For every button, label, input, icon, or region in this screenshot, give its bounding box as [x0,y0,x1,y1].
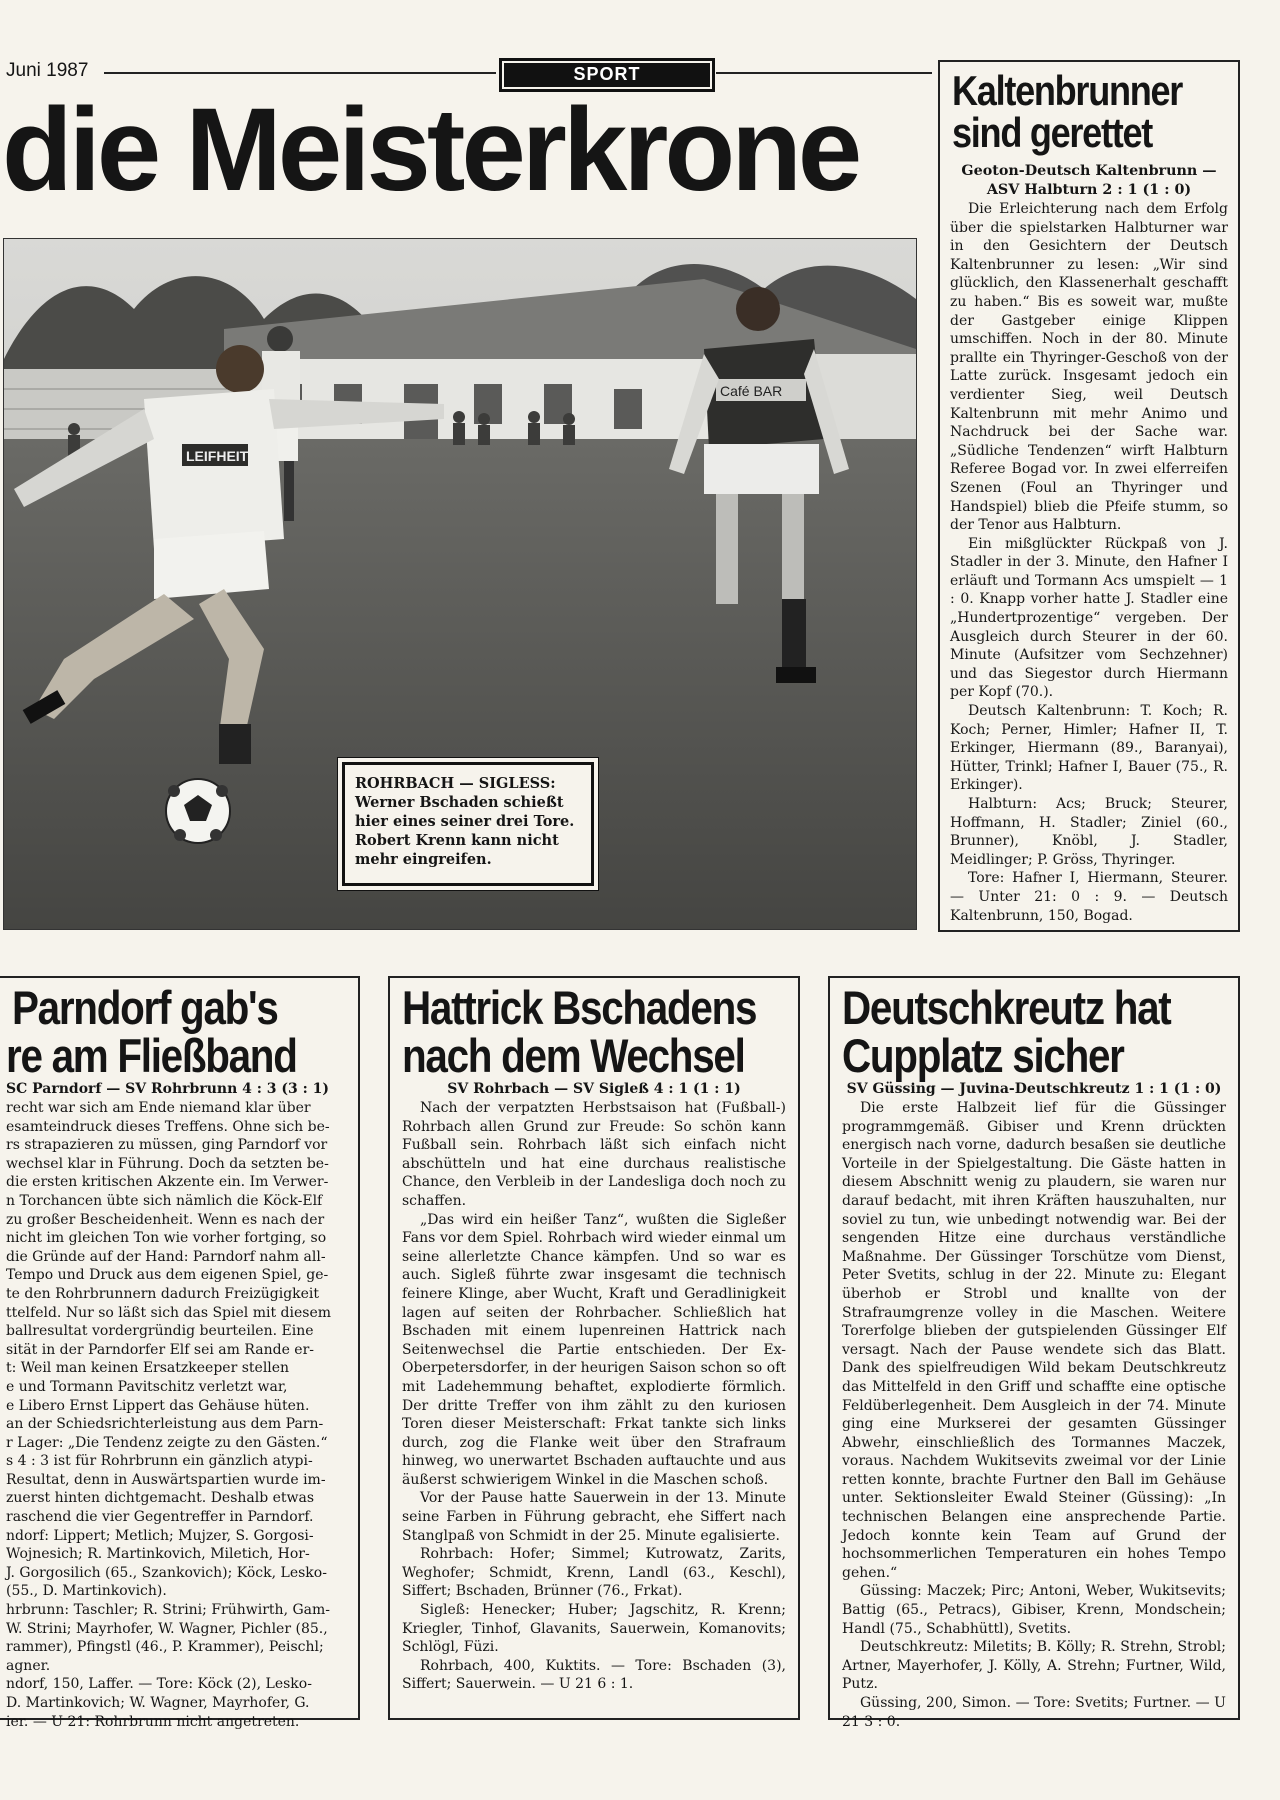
article-rohrbach-body [402,1099,786,1694]
article-parndorf [0,976,360,1730]
text-line: agner. [6,1657,51,1674]
text-line: ndorf, 150, Laffer. — Tore: Köck (2), Lesko- [6,1676,312,1693]
text-line: die Gründe auf der Hand: Parndorf nahm all- [6,1248,326,1265]
dark-shirt-text: Café BAR [720,383,783,399]
text-line: hrbrunn: Taschler; R. Strini; Frühwirth, Gam- [6,1602,331,1619]
text-line: W. Strini; Mayrhofer, W. Wagner, Pichler (85., [6,1620,328,1637]
text-line: nicht im gleichen Ton wie vorher fortging, so [6,1230,327,1247]
article-deutschkreutz-body [842,1099,1226,1731]
text-line: esamteindruck dieses Treffens. Ohne sich be- [6,1118,330,1135]
paragraph: Ein mißglückter Rückpaß von J. Stadler in der 3. Minute, den Hafner I erläuft und Tormann Acs umspielt — 1 : 0. Knapp vorher hatte J. Stadler eine „Hundertprozentige“ vergeben. Der Ausgleich durch Steurer in der 60. Minute (Aufsitzer vom Sechzehner) und das Siegestor durch Hiermann per Kopf (70.). [950,535,1228,701]
lineup: Tore: Hafner I, Hiermann, Steurer. — Unter 21: 0 : 9. — Deutsch Kaltenbrunn, 150, Bogad. [950,870,1228,924]
article-parndorf-title-1: Parndorf gab's [12,981,278,1034]
paragraph: Vor der Pause hatte Sauerwein in der 13. Minute seine Farben in Führung gebracht, ehe Siffert nach Stanglpaß von Schmidt in der 25. Minute egalisierte. [402,1490,786,1544]
lineup: Deutschkreutz: Miletits; B. Kölly; R. Strehn, Strobl; Artner, Mayerhofer, J. Kölly, A. Strehn; Furtner, Wild, Putz. [842,1639,1226,1693]
text-line: ndorf: Lippert; Metlich; Mujzer, S. Gorgosi- [6,1527,314,1544]
lineup: Deutsch Kaltenbrunn: T. Koch; R. Koch; Perner, Himler; Hafner II, T. Erkinger, Hiermann (89., Baranyai), Hütter, Trinkl; Hafner I, Bauer (75., R. Erkinger). [950,703,1228,794]
article-kaltenbrunn-match-2: ASV Halbturn 2 : 1 (1 : 0) [986,182,1192,198]
text-line: raschend die vier Gegentreffer in Parndorf. [6,1509,314,1526]
lineup: Halbturn: Acs; Bruck; Steurer, Hoffmann, H. Stadler; Ziniel (60., Brunner), Knöbl, J. Stadler, Meidlinger; P. Gröss, Thyringer. [950,796,1228,868]
text-line: te den Rohrbrunnern dadurch Freizügigkeit [6,1285,320,1302]
text-line: ier. — U 21: Rohrbrunn nicht angetreten. [6,1713,300,1730]
white-shirt-text: LEIFHEIT [186,448,249,464]
text-line: rammer), Pfingstl (46., P. Krammer), Peischl; [6,1639,324,1656]
text-line: wechsel klar in Führung. Doch da setzten be- [6,1155,329,1172]
article-kaltenbrunn [938,60,1240,932]
lineup: Rohrbach: Hofer; Simmel; Kutrowatz, Zarits, Weghofer; Schmidt, Krenn, Landl (63., Keschl), Siffert; Bschaden, Brünner (76., Frkat). [402,1546,786,1600]
lineup: Güssing, 200, Simon. — Tore: Svetits; Furtner. — U 21 3 : 0. [842,1695,1226,1730]
text-line: r Lager: „Die Tendenz zeigte zu den Gästen.“ [6,1434,328,1451]
article-parndorf-body [6,1099,346,1731]
text-line: D. Martinkovich; W. Wagner, Mayrhofer, G. [6,1695,310,1711]
paragraph: Die erste Halbzeit lief für die Güssinger programmgemäß. Gibiser und Krenn drückten energisch nach vorne, dadurch besaßen sie deutliche Vorteile in der Spielgestaltung. Die Gäste hatten in diesem Abschnitt wenig zu plaudern, sie waren nur darauf bedacht, mit ihren Kräften hauszuhalten, nur soviel zu tun, wie unbedingt notwendig war. Bei der sengenden Hitze eine durchaus verständliche Maßnahme. Der Güssinger Torschütze vom Dienst, Peter Svetits, schlug in der 22. Minute zu: Elegant überhob er Strobl und knallte von der Strafraumgrenze volley in die Maschen. Weitere Torerfolge blieben der gutspielenden Güssinger Elf versagt. Nach der Pause wendete sich das Blatt. Dank des spielfreudigen Wild bekam Deutschkreutz das Mittelfeld in den Griff und schaffte eine optische Feldüberlegenheit. Dem Ausgleich in der 74. Minute ging eine Murkserei der gesamten Güssinger Abwehr, einschließlich des Tormannes Maczek, voraus. Nachdem Wukitsevits zweimal vor der Linie retten konnte, brachte Furtner den Ball im Gehäuse unter. Sektionsleiter Ewald Steiner (Güssing): „In technischen Belangen eine ansprechende Partie. Jedoch konnte kein Team auf Grund der hochsommerlichen Temperaturen ein hohes Tempo gehen.“ [842,1100,1226,1581]
lineup: Sigleß: Henecker; Huber; Jagschitz, R. Krenn; Kriegler, Tinhof, Glavanits, Sauerwein, Komanovits; Schlögl, Füzi. [402,1602,786,1656]
text-line: die ersten kritischen Akzente ein. Im Verwer- [6,1174,329,1191]
text-line: Wojnesich; R. Martinkovich, Miletich, Hor- [6,1546,310,1563]
issue-date: Juni 1987 [6,60,89,81]
article-rohrbach-match: SV Rohrbach — SV Sigleß 4 : 1 (1 : 1) [447,1081,741,1097]
article-kaltenbrunn-title-1: Kaltenbrunner [952,67,1183,114]
article-deutschkreutz-match: SV Güssing — Juvina-Deutschkreutz 1 : 1 (1 : 0) [846,1081,1222,1097]
article-deutschkreutz [828,976,1240,1730]
article-rohrbach-title-2: nach dem Wechsel [402,1029,745,1082]
text-line: J. Gorgosilich (65., Szankovich); Köck, Lesko- [6,1564,327,1581]
lineup: Güssing: Maczek; Pirc; Antoni, Weber, Wukitsevits; Battig (65., Petracs), Gibiser, Krenn, Mondschein; Handl (75., Schabhüttl), Svetits. [842,1583,1226,1637]
text-line: t: Weil man keinen Ersatzkeeper stellen [6,1360,290,1377]
lineup: Rohrbach, 400, Kuktits. — Tore: Bschaden (3), Siffert; Sauerwein. — U 21 6 : 1. [402,1657,786,1693]
article-kaltenbrunn-title-2: sind gerettet [952,109,1152,156]
article-rohrbach-title-1: Hattrick Bschadens [402,981,757,1034]
header-rule-right [716,72,932,74]
section-label: SPORT [499,58,715,92]
paragraph: Die Erleichterung nach dem Erfolg über die spielstarken Halbturner war in den Gesichtern der Deutsch Kaltenbrunner zu lesen: „Wir sind glücklich, den Klassenerhalt geschafft zu haben.“ Bis es soweit war, mußte der Gastgeber einige Klippen umschiffen. Noch in der 80. Minute prallte ein Thyringer-Geschoß von der Latte zurück. Insgesamt jedoch ein verdienter Sieg, weil Deutsch Kaltenbrunn mit mehr Animo und Nachdruck bei der Sache war. „Südliche Tendenzen“ wirft Halbturn Referee Bogad vor. In zwei elferreifen Szenen (Foul an Thyringer und Handspiel) blieb die Pfeife stumm, so der Tenor aus Halbturn. [950,201,1228,534]
article-deutschkreutz-title-2: Cupplatz sicher [842,1029,1124,1082]
photo-caption: ROHRBACH — SIGLESS: Werner Bschaden schießt hier eines seiner drei Tore. Robert Krenn kann nicht mehr eingreifen. [342,762,594,886]
text-line: s 4 : 3 ist für Rohrbrunn ein gänzlich atypi- [6,1453,313,1470]
text-line: Tempo und Druck aus dem eigenen Spiel, ge- [6,1267,329,1284]
article-rohrbach [388,976,800,1720]
article-parndorf-title-2: re am Fließband [6,1029,297,1082]
header-rule-left [104,72,496,74]
text-line: e Libero Ernst Lippert das Gehäuse hüten. [6,1397,310,1414]
text-line: rs strapazieren zu müssen, ging Parndorf vor [6,1137,328,1154]
text-line: an der Schiedsrichterleistung aus dem Parn- [6,1416,324,1433]
article-parndorf-match: SC Parndorf — SV Rohrbrunn 4 : 3 (3 : 1) [6,1081,330,1097]
text-line: Resultat, denn in Auswärtspartien wurde im- [6,1471,326,1488]
text-line: zuerst hinten dichtgemacht. Deshalb etwas [6,1490,315,1507]
main-headline: die Meisterkrone [2,84,859,216]
text-line: ballresultat vordergründig beurteilen. Eine [6,1323,314,1340]
text-line: recht war sich am Ende niemand klar über [6,1100,311,1116]
article-kaltenbrunn-match-1: Geoton-Deutsch Kaltenbrunn — [961,163,1217,179]
text-line: sität in der Parndorfer Elf sei am Rande er- [6,1341,315,1358]
article-deutschkreutz-title-1: Deutschkreutz hat [842,981,1171,1034]
text-line: n Torchancen übte sich nämlich die Köck-Elf [6,1192,323,1209]
text-line: e und Tormann Pavitschitz verletzt war, [6,1378,288,1395]
article-kaltenbrunn-body [950,200,1228,925]
text-line: ttelfeld. Nur so läßt sich das Spiel mit diesem [6,1304,332,1321]
paragraph: „Das wird ein heißer Tanz“, wußten die Sigleßer Fans vor dem Spiel. Rohrbach wird wieder einmal um seine allerletzte Chance kämpfen. Und so war es auch. Sigleß führte zwar insgesamt die technisch feinere Klinge, aber Wucht, Kraft und Geradlinigkeit lagen auf seiten der Rohrbacher. Schließlich hat Bschaden mit einem lupenreinen Hattrick nach Seitenwechsel die Partie entschieden. Der Ex-Oberpetersdorfer, in der heurigen Saison schon so oft mit Ladehemmung behaftet, explodierte förmlich. Der dritte Treffer von ihm zählt zu den kuriosen Toren dieser Meisterschaft: Frkat tankte sich links durch, zog die Flanke weit über den Strafraum hinweg, wo unerwartet Bschaden auftauchte und aus äußerst schwierigem Winkel in die Maschen schoß. [402,1211,786,1488]
text-line: (55., D. Martinkovich). [6,1583,167,1600]
text-line: zu großer Bescheidenheit. Wenn es nach der [6,1211,325,1228]
paragraph: Nach der verpatzten Herbstsaison hat (Fußball-) Rohrbach allen Grund zur Freude: So schön kann Fußball sein. Rohrbach läßt sich einfach nicht abschütteln und hat eine durchaus realistische Chance, den Verbleib in der Landesliga doch noch zu schaffen. [402,1100,786,1209]
